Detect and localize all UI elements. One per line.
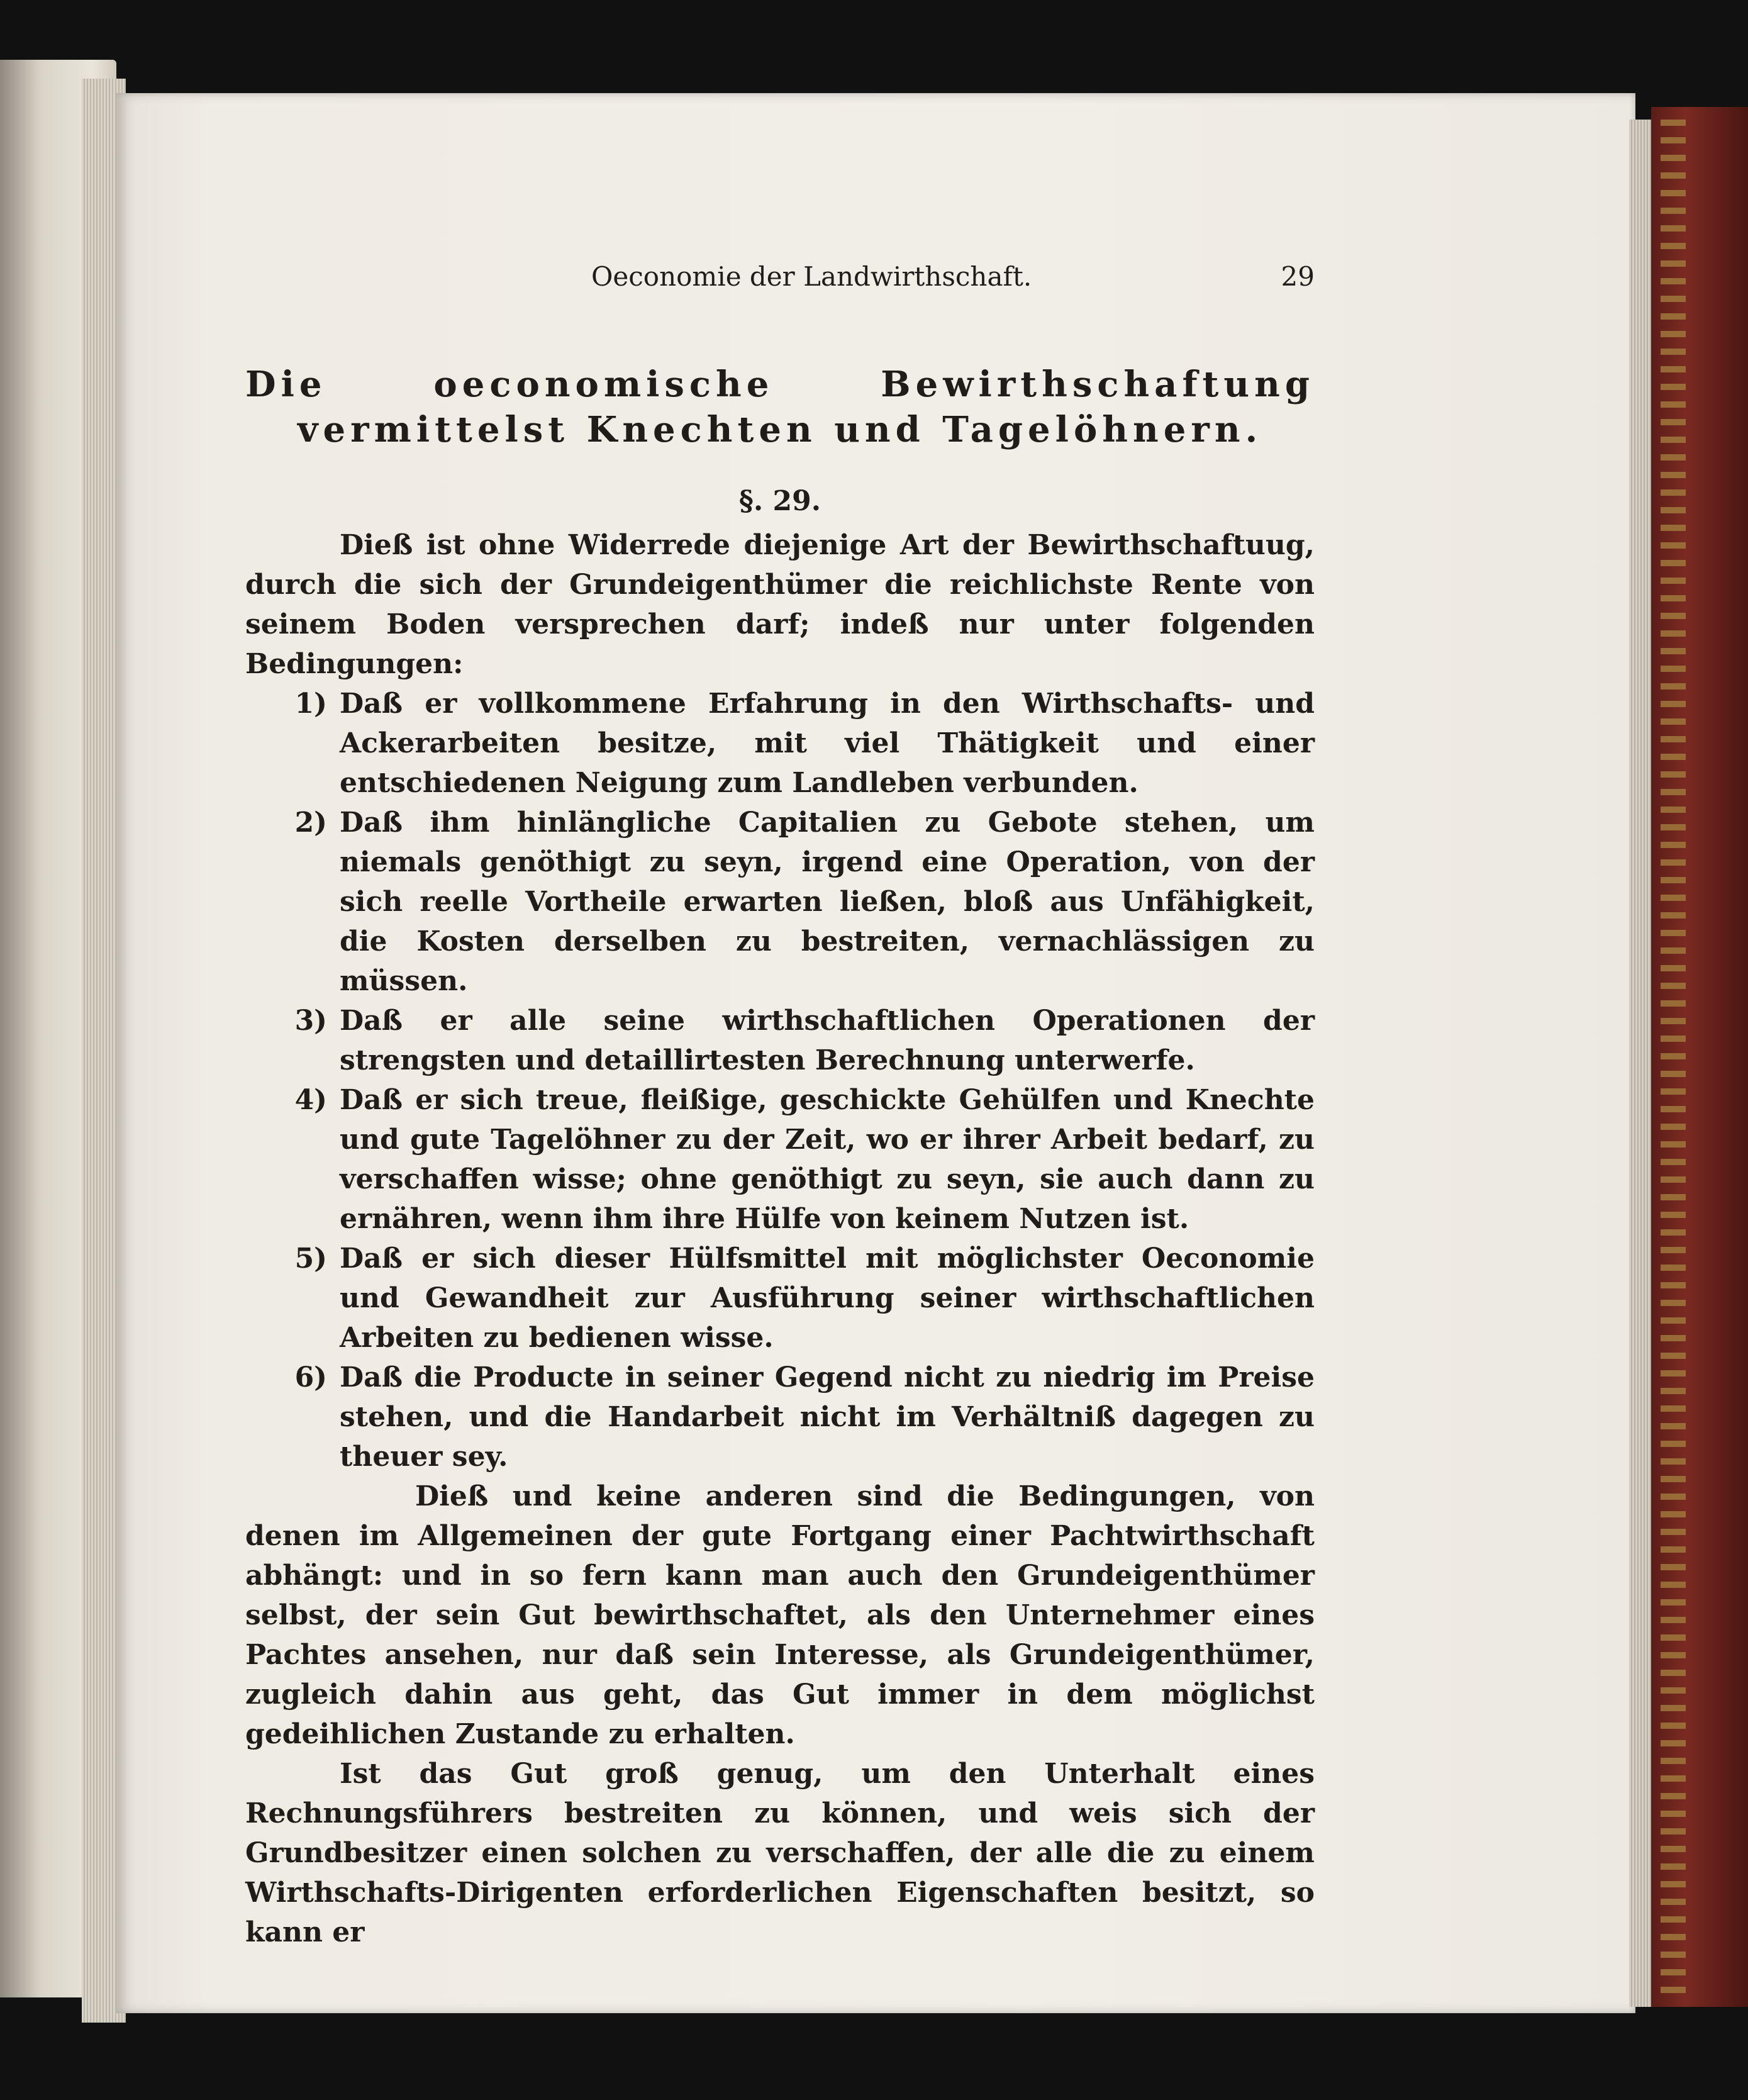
paragraph-2: Dieß und keine anderen sind die Bedingungen, von denen im Allgemeinen der gute Fortgang einer Pachtwirthschaft abhängt: und in so fern kann man auch den Grundeigenthümer selbst, der sein Gut bewirthschaftet, als den Unternehmer eines Pachtes ansehen, nur daß sein Interesse, als Grundeigenthümer, zugleich dahin aus geht, das Gut immer in dem möglichst gedeihlichen Zustande zu erhalten. bbox=[245, 1480, 1315, 1750]
list-text: Daß er sich dieser Hülfsmittel mit möglichster Oeconomie und Gewandheit zur Ausführung seiner wirthschaftlichen Arbeiten zu bedienen wisse. bbox=[340, 1243, 1315, 1354]
list-item bbox=[245, 1001, 1315, 1080]
list-item bbox=[245, 1080, 1315, 1239]
right-page-edge bbox=[1629, 120, 1654, 2007]
list-number: 2) bbox=[294, 807, 327, 839]
binding-ornament bbox=[1661, 120, 1686, 1994]
running-header bbox=[245, 261, 1315, 299]
section-title: Die oeconomische Bewirthschaftung vermittelst Knechten und Tagelöhnern. bbox=[245, 364, 1315, 450]
list-text: Daß er vollkommene Erfahrung in den Wirthschafts- und Ackerarbeiten besitze, mit viel Thätigkeit und einer entschiedenen Neigung zum Landleben verbunden. bbox=[340, 688, 1315, 799]
list-number: 1) bbox=[294, 688, 327, 720]
list-number: 3) bbox=[294, 1005, 327, 1037]
section-number: §. 29. bbox=[738, 485, 821, 517]
body-text bbox=[245, 525, 1315, 1952]
intro-paragraph: Dieß ist ohne Widerrede diejenige Art der Bewirthschaftuug, durch die sich der Grundeigenthümer die reichlichste Rente von seinem Boden versprechen darf; indeß nur unter folgenden Bedingungen: bbox=[245, 529, 1315, 680]
list-text: Daß er alle seine wirthschaftlichen Operationen der strengsten und detaillirtesten Berechnung unterwerfe. bbox=[340, 1005, 1315, 1076]
list-number: 6) bbox=[294, 1361, 327, 1393]
running-title: Oeconomie der Landwirthschaft. bbox=[591, 261, 1032, 292]
paragraph-3: Ist das Gut groß genug, um den Unterhalt eines Rechnungsführers bestreiten zu können, und weis sich der Grundbesitzer einen solchen zu verschaffen, der alle die zu einem Wirthschafts-Dirigenten erforderlichen Eigenschaften besitzt, so kann er bbox=[245, 1758, 1315, 1948]
list-item bbox=[245, 1358, 1315, 1477]
list-text: Daß die Producte in seiner Gegend nicht zu niedrig im Preise stehen, und die Handarbeit nicht im Verhältniß dagegen zu theuer sey. bbox=[340, 1361, 1315, 1473]
condition-list bbox=[245, 684, 1315, 1477]
list-item bbox=[245, 803, 1315, 1001]
list-item bbox=[245, 684, 1315, 803]
list-item bbox=[245, 1239, 1315, 1358]
list-text: Daß er sich treue, fleißige, geschickte Gehülfen und Knechte und gute Tagelöhner zu der Zeit, wo er ihrer Arbeit bedarf, zu verschaffen wisse; ohne genöthigt zu seyn, sie auch dann zu ernähren, wenn ihm ihre Hülfe von keinem Nutzen ist. bbox=[340, 1084, 1315, 1235]
list-text: Daß ihm hinlängliche Capitalien zu Gebote stehen, um niemals genöthigt zu seyn, irgend eine Operation, von der sich reelle Vortheile erwarten ließen, bloß aus Unfähigkeit, die Kosten derselben zu bestreiten, vernachlässigen zu müssen. bbox=[340, 807, 1315, 997]
page-number: 29 bbox=[1281, 261, 1315, 292]
list-number: 4) bbox=[294, 1084, 327, 1116]
list-number: 5) bbox=[294, 1243, 327, 1275]
